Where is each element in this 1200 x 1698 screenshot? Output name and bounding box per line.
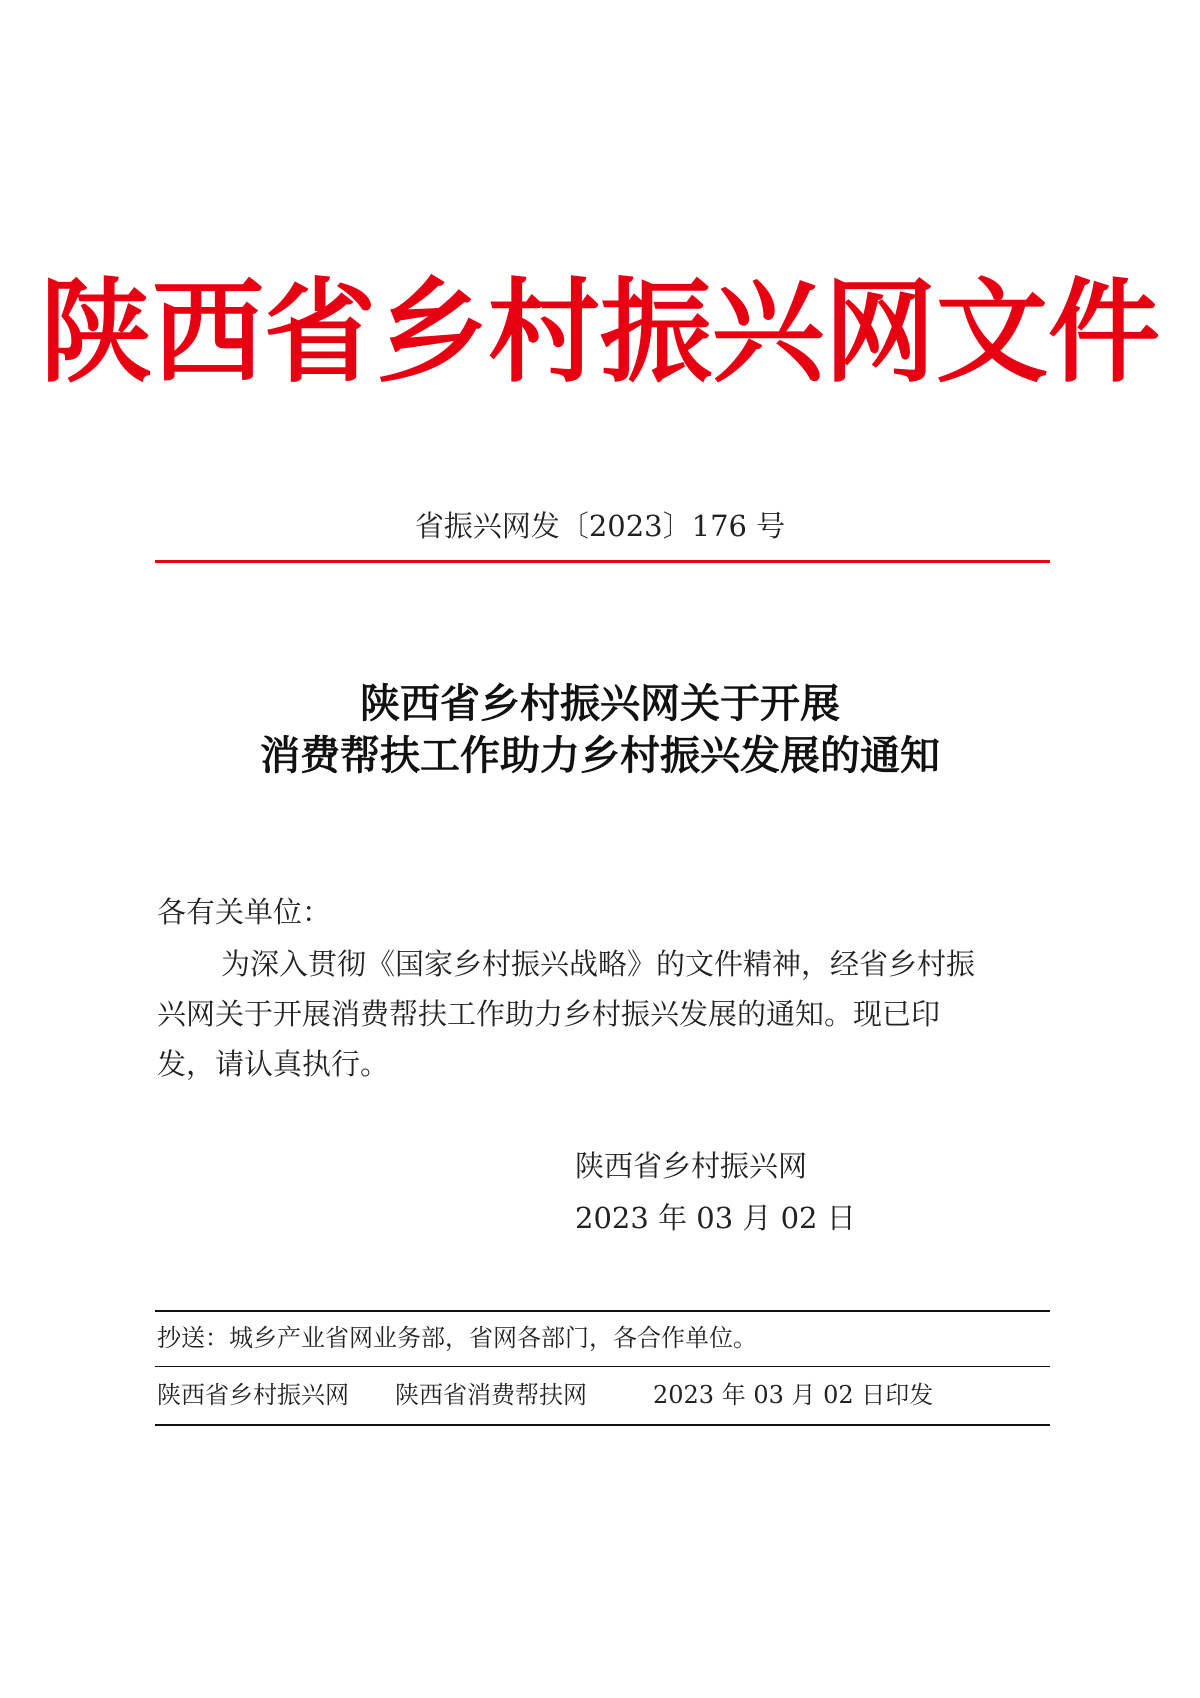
issuer-1: 陕西省乡村振兴网 bbox=[157, 1381, 349, 1409]
footer-top-rule bbox=[155, 1310, 1050, 1312]
document-number: 省振兴网发〔2023〕176 号 bbox=[414, 509, 786, 543]
issue-date: 2023 年 03 月 02 日印发 bbox=[653, 1381, 934, 1409]
signature-date: 2023 年 03 月 02 日 bbox=[575, 1201, 856, 1235]
body-line-2: 兴网关于开展消费帮扶工作助力乡村振兴发展的通知。现已印 bbox=[157, 997, 941, 1031]
body-line-1: 为深入贯彻《国家乡村振兴战略》的文件精神，经省乡村振 bbox=[221, 947, 976, 981]
title-line-2: 消费帮扶工作助力乡村振兴发展的通知 bbox=[260, 732, 940, 779]
red-divider bbox=[155, 560, 1050, 563]
issuer-2: 陕西省消费帮扶网 bbox=[395, 1381, 587, 1409]
footer-middle-rule bbox=[155, 1366, 1050, 1367]
document-masthead: 陕西省乡村振兴网文件 bbox=[40, 267, 1160, 398]
title-line-1: 陕西省乡村振兴网关于开展 bbox=[360, 680, 840, 727]
issuer-line bbox=[157, 1375, 933, 1415]
cc-line: 抄送：城乡产业省网业务部，省网各部门，各合作单位。 bbox=[157, 1324, 757, 1352]
footer-bottom-rule bbox=[155, 1424, 1050, 1426]
body-line-3: 发，请认真执行。 bbox=[157, 1047, 390, 1081]
salutation: 各有关单位： bbox=[157, 895, 332, 929]
signature-organization: 陕西省乡村振兴网 bbox=[575, 1149, 808, 1183]
